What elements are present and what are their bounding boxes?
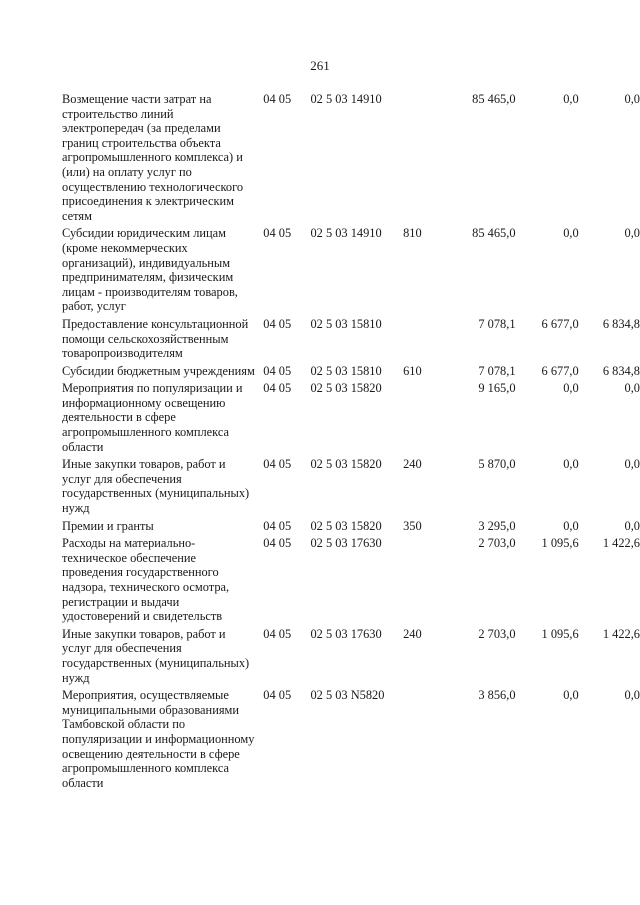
expense-type-code xyxy=(403,381,441,457)
amount-year-3: 0,0 xyxy=(624,381,640,396)
table-row xyxy=(62,536,640,627)
section-code: 04 05 xyxy=(263,226,292,241)
table-row xyxy=(62,519,640,537)
amount-year-1: 5 870,0 xyxy=(478,457,516,472)
amount-year-1: 9 165,0 xyxy=(478,381,516,396)
expense-type-code: 240 xyxy=(403,626,422,641)
amount-year-1: 3 295,0 xyxy=(478,518,516,533)
expense-type-code: 240 xyxy=(403,457,422,472)
expense-type-code: 810 xyxy=(403,226,422,241)
expense-type-code: 350 xyxy=(403,518,422,533)
amount-year-1: 7 078,1 xyxy=(478,363,516,378)
amount-year-2: 6 677,0 xyxy=(541,363,579,378)
amount-year-3: 0,0 xyxy=(624,226,640,241)
table-row xyxy=(62,627,640,688)
amount-year-2: 1 095,6 xyxy=(541,536,579,551)
amount-year-2: 0,0 xyxy=(563,518,579,533)
table-row xyxy=(62,317,640,364)
amount-year-2: 0,0 xyxy=(563,688,579,703)
table-row xyxy=(62,381,640,457)
amount-year-3: 6 834,8 xyxy=(602,316,640,331)
amount-year-1: 2 703,0 xyxy=(478,536,516,551)
section-code: 04 05 xyxy=(263,363,292,378)
expense-name: Мероприятия, осуществляемые муниципальными образованиями Тамбовской области по популяризации и информационному освещению деятельности в сфере агропромышленного комплекса области xyxy=(62,688,255,790)
amount-year-1: 7 078,1 xyxy=(478,316,516,331)
amount-year-1: 85 465,0 xyxy=(472,226,516,241)
amount-year-2: 0,0 xyxy=(563,381,579,396)
target-article-code: 02 5 03 15810 xyxy=(310,316,382,331)
expense-type-code xyxy=(403,536,441,627)
expense-type-code xyxy=(403,317,441,364)
expense-name: Премии и гранты xyxy=(62,518,154,533)
expense-name: Иные закупки товаров, работ и услуг для обеспечения государственных (муниципальных) нужд xyxy=(62,626,250,685)
amount-year-3: 0,0 xyxy=(624,92,640,106)
target-article-code: 02 5 03 14910 xyxy=(310,226,382,241)
expense-name: Расходы на материально-техническое обеспечение проведения государственного надзора, технического осмотра, регистрации и выдачи удостоверений и свидетельств xyxy=(62,536,230,624)
amount-year-3: 0,0 xyxy=(624,457,640,472)
section-code: 04 05 xyxy=(263,92,292,106)
expense-type-code xyxy=(403,688,441,790)
table-row xyxy=(62,226,640,317)
table-row xyxy=(62,457,640,518)
table-row xyxy=(62,688,640,790)
amount-year-2: 0,0 xyxy=(563,226,579,241)
amount-year-2: 0,0 xyxy=(563,92,579,106)
amount-year-3: 0,0 xyxy=(624,688,640,703)
expense-name: Иные закупки товаров, работ и услуг для обеспечения государственных (муниципальных) нужд xyxy=(62,457,250,516)
target-article-code: 02 5 03 17630 xyxy=(310,536,382,551)
amount-year-1: 85 465,0 xyxy=(472,92,516,106)
amount-year-3: 1 422,6 xyxy=(602,536,640,551)
amount-year-1: 3 856,0 xyxy=(478,688,516,703)
expense-name: Возмещение части затрат на строительство линий электропередач (за пределами границ строительства объекта агропромышленного комплекса) и (или) на оплату услуг по осуществлению технологического присоединения к электрическим сетям xyxy=(62,92,244,223)
target-article-code: 02 5 03 17630 xyxy=(310,626,382,641)
expense-name: Субсидии бюджетным учреждениям xyxy=(62,363,255,378)
target-article-code: 02 5 03 N5820 xyxy=(310,688,385,703)
table-row xyxy=(62,364,640,382)
expense-name: Предоставление консультационной помощи сельскохозяйственным товаропроизводителям xyxy=(62,316,249,361)
page-number: 261 xyxy=(310,58,330,73)
amount-year-2: 0,0 xyxy=(563,457,579,472)
table-row xyxy=(62,92,640,226)
expense-type-code: 610 xyxy=(403,363,422,378)
target-article-code: 02 5 03 15820 xyxy=(310,457,382,472)
section-code: 04 05 xyxy=(263,457,292,472)
amount-year-1: 2 703,0 xyxy=(478,626,516,641)
section-code: 04 05 xyxy=(263,626,292,641)
section-code: 04 05 xyxy=(263,536,292,551)
target-article-code: 02 5 03 15820 xyxy=(310,518,382,533)
amount-year-3: 0,0 xyxy=(624,518,640,533)
target-article-code: 02 5 03 15810 xyxy=(310,363,382,378)
expense-name: Мероприятия по популяризации и информационному освещению деятельности в сфере агропромышленного комплекса области xyxy=(62,381,243,454)
section-code: 04 05 xyxy=(263,381,292,396)
target-article-code: 02 5 03 14910 xyxy=(310,92,382,106)
section-code: 04 05 xyxy=(263,688,292,703)
amount-year-3: 6 834,8 xyxy=(602,363,640,378)
target-article-code: 02 5 03 15820 xyxy=(310,381,382,396)
amount-year-2: 1 095,6 xyxy=(541,626,579,641)
budget-table xyxy=(62,92,640,790)
amount-year-3: 1 422,6 xyxy=(602,626,640,641)
expense-name: Субсидии юридическим лицам (кроме некоммерческих организаций), индивидуальным предпринимателям, физическим лицам - производителям товаров, работ, услуг xyxy=(62,226,238,314)
expense-type-code xyxy=(403,92,441,226)
amount-year-2: 6 677,0 xyxy=(541,316,579,331)
section-code: 04 05 xyxy=(263,316,292,331)
section-code: 04 05 xyxy=(263,518,292,533)
